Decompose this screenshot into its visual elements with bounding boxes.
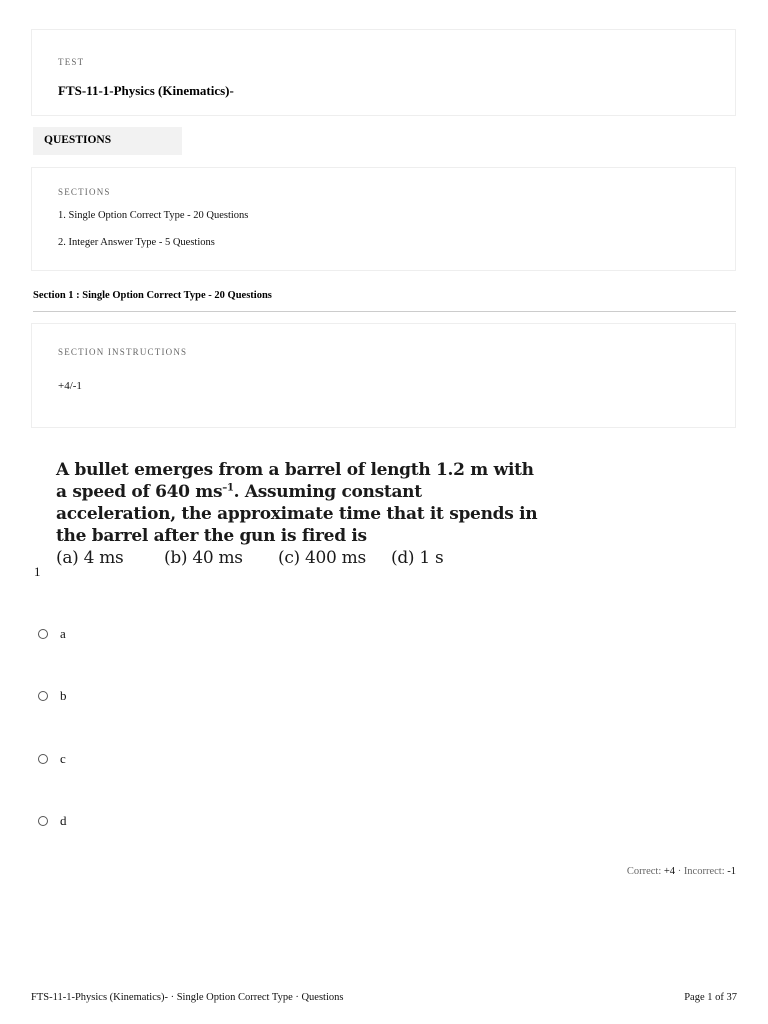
correct-label: Correct: xyxy=(626,866,664,877)
marks-separator: · xyxy=(675,866,684,877)
question-text-line xyxy=(56,481,526,503)
incorrect-label: Incorrect: xyxy=(683,866,728,877)
question-choice-d: (d) 1 s xyxy=(391,548,444,568)
section-link-2[interactable]: 2. Integer Answer Type - 5 Questions xyxy=(58,237,215,248)
question-number: 1 xyxy=(34,564,41,579)
option-label: a xyxy=(60,626,66,641)
question-choices-line xyxy=(56,547,526,569)
question-text-part: . Assuming constant xyxy=(233,482,422,502)
test-title: FTS-11-1-Physics (Kinematics)- xyxy=(58,83,234,98)
question-choice-a: (a) 4 ms xyxy=(56,548,124,568)
section-link-1[interactable]: 1. Single Option Correct Type - 20 Questions xyxy=(58,210,249,221)
section-heading: Section 1 : Single Option Correct Type - 20 Questions xyxy=(33,290,272,301)
question-choice-c: (c) 400 ms xyxy=(278,548,366,568)
marking-scheme xyxy=(627,866,736,877)
option-label: b xyxy=(60,688,67,703)
section-divider xyxy=(33,311,736,312)
incorrect-value: -1 xyxy=(727,866,736,877)
question-text-part: a speed of 640 ms xyxy=(56,482,223,502)
question-choice-b: (b) 40 ms xyxy=(164,548,243,568)
question-text-line: acceleration, the approximate time that it spends in xyxy=(56,504,538,524)
radio-button-icon[interactable] xyxy=(38,691,48,701)
sections-label: SECTIONS xyxy=(58,187,111,197)
radio-button-icon[interactable] xyxy=(38,754,48,764)
option-label: d xyxy=(60,813,67,828)
section-instructions-card xyxy=(31,323,736,428)
section-instructions-value: +4/-1 xyxy=(58,380,82,392)
question-text-superscript: –1 xyxy=(222,482,234,494)
correct-value: +4 xyxy=(663,866,676,877)
page-indicator: Page 1 of 37 xyxy=(684,992,737,1003)
radio-button-icon[interactable] xyxy=(38,816,48,826)
footer-breadcrumb: FTS-11-1-Physics (Kinematics)- · Single Option Correct Type · Questions xyxy=(31,992,344,1003)
test-card xyxy=(31,29,736,116)
question-text-line: A bullet emerges from a barrel of length 1.2 m with xyxy=(56,460,534,480)
option-label: c xyxy=(60,751,66,766)
radio-button-icon[interactable] xyxy=(38,629,48,639)
section-instructions-label: SECTION INSTRUCTIONS xyxy=(58,347,188,357)
sections-card xyxy=(31,167,736,271)
question-image xyxy=(56,459,538,574)
tab-questions[interactable]: QUESTIONS xyxy=(33,127,182,155)
test-label: TEST xyxy=(58,57,85,67)
question-text-line: the barrel after the gun is fired is xyxy=(56,526,367,546)
